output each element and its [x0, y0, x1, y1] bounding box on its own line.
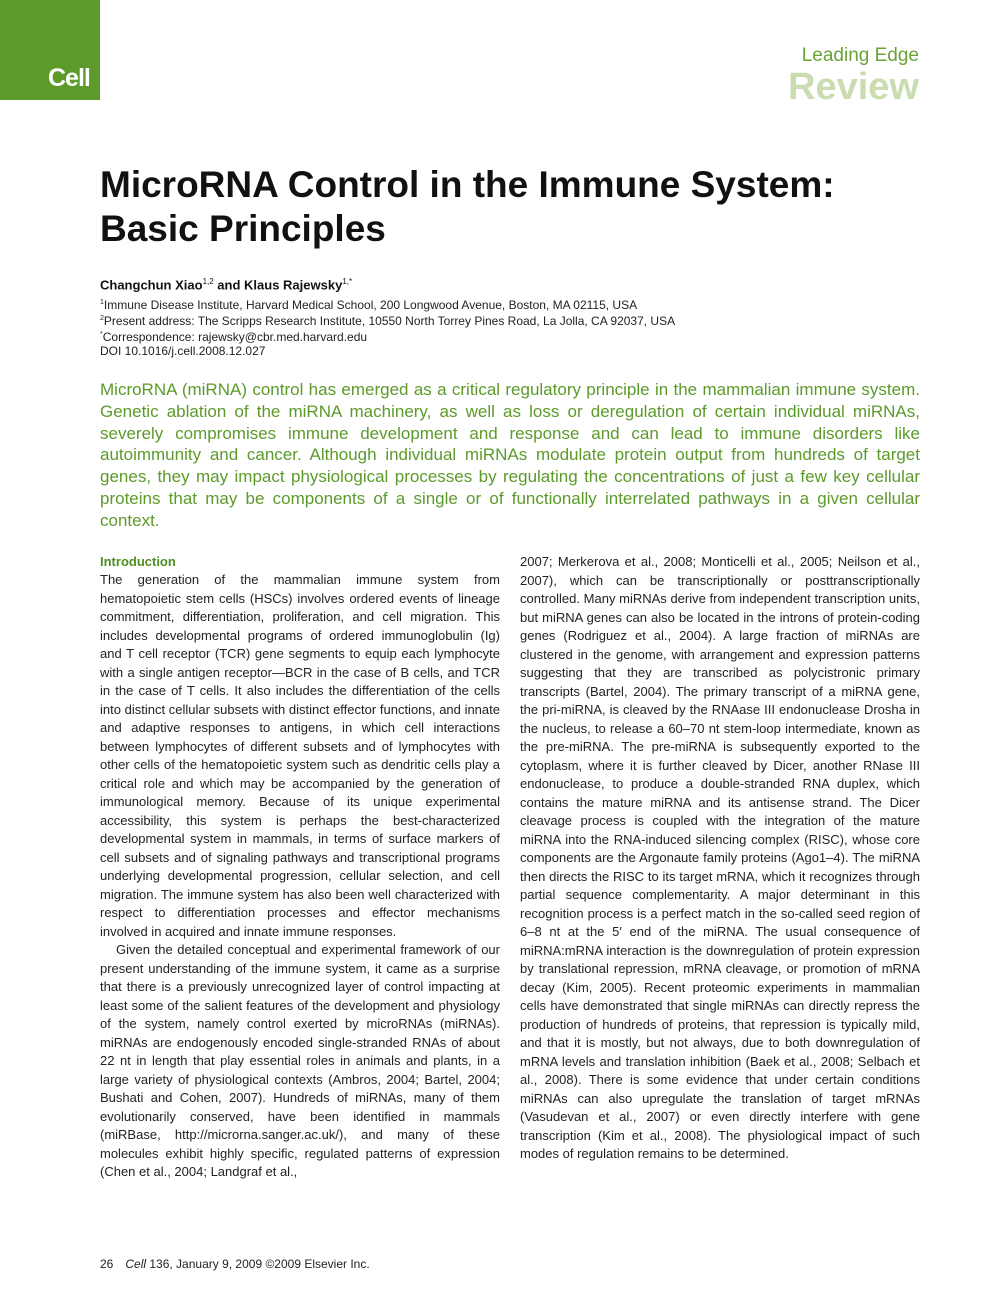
- body-column-left: [100, 553, 500, 1182]
- affiliation-marker: 2: [100, 315, 104, 322]
- affiliation-text: Immune Disease Institute, Harvard Medical School, 200 Longwood Avenue, Boston, MA 02115, USA: [103, 298, 638, 312]
- doi: DOI 10.1016/j.cell.2008.12.027: [100, 344, 266, 358]
- correspondence-text: Correspondence: rajewsky@cbr.med.harvard.edu: [102, 330, 368, 344]
- journal-logo: [0, 0, 100, 100]
- author-name: Klaus Rajewsky: [244, 277, 343, 293]
- correspondence-marker: *: [100, 331, 103, 338]
- article-type: Review: [788, 66, 919, 108]
- journal-logo-text: Cell: [48, 64, 90, 92]
- section-label: Leading Edge: [801, 45, 919, 66]
- page-footer: [100, 1257, 370, 1271]
- author-name: Changchun Xiao: [100, 277, 203, 293]
- footer-journal-name: Cell: [125, 1257, 147, 1271]
- body-paragraph: Given the detailed conceptual and experimental framework of our present understanding of the immune system, it came as a surprise that there is a previously unrecognized layer of control impacting at least some of the salient features of the development and physiology of the system, namely control exerted by microRNAs (miRNAs). miRNAs are endogenously encoded single-stranded RNAs of about 22 nt in length that play essential roles in animals and plants, in a large variety of physiological contexts (Ambros, 2004; Bartel, 2004; Bushati and Cohen, 2007). Hundreds of miRNAs, many of them evolutionarily conserved, have been identified in mammals (miRBase, http://microrna.sanger.ac.uk/), and many of these molecules exhibit highly specific, regulated patterns of expression (Chen et al., 2004; Landgraf et al.,: [100, 942, 500, 1179]
- affiliation-text: Present address: The Scripps Research Institute, 10550 North Torrey Pines Road, La Jolla, CA 92037, USA: [103, 314, 676, 328]
- body-paragraph: The generation of the mammalian immune system from hematopoietic stem cells (HSCs) involves ordered events of lineage commitment, differentiation, proliferation, and cell migration. This includes developmental programs of ordered immunoglobulin (Ig) and T cell receptor (TCR) gene segments to equip each lymphocyte with a single antigen receptor—BCR in the case of B cells, and TCR in the case of T cells. It also includes the differentiation of the cells into distinct cellular subsets with distinct effector functions, and innate and adaptive responses to antigens, in which cell interactions between lymphocytes of different subsets and of lymphocytes with other cells of the hematopoietic system such as dendritic cells play a critical role and which may be accompanied by the generation of immunological memory. Because of its unique experimental accessibility, this system is perhaps the best-characterized developmental system in mammals, in terms of surface markers of cell subsets and of signaling pathways and transcriptional programs underlying developmental progression, cellular selection, and cell migration. The immune system has also been well characterized with respect to differentiation processes and effector mechanisms involved in acquired and innate immune responses.: [100, 572, 500, 939]
- page-number: 26: [100, 1257, 114, 1271]
- body-paragraph: 2007; Merkerova et al., 2008; Monticelli et al., 2005; Neilson et al., 2007), which can be transcriptionally or posttranscriptionally controlled. Many miRNAs derive from independent transcription units, but miRNA genes can also be located in the introns of protein-coding genes (Rodriguez et al., 2004). A large fraction of miRNAs are clustered in the genome, with arrangement and expression patterns suggesting that they are transcribed as polycistronic primary transcripts (Bartel, 2004). The primary transcript of a miRNA gene, the pri-miRNA, is cleaved by the RNAase III endonuclease Drosha in the nucleus, to release a 60–70 nt stem-loop intermediate, known as the pre-miRNA. The pre-miRNA is subsequently exported to the cytoplasm, where it is further cleaved by Dicer, another RNase III endonuclease, to produce a double-stranded RNA duplex, which contains the mature miRNA and its antisense strand. The Dicer cleavage process is coupled with the integration of the mature miRNA into the RNA-induced silencing complex (RISC), whose core components are the Argonaute family proteins (Ago1–4). The miRNA then directs the RISC to its target mRNA, which it recognizes through partial sequence complementarity. A major determinant in this recognition process is a perfect match in the so-called seed region of 6–8 nt at the 5′ end of the miRNA. The usual consequence of miRNA:mRNA interaction is the downregulation of protein expression by translational repression, mRNA cleavage, or promotion of mRNA decay (Kim, 2005). Recent proteomic experiments in mammalian cells have demonstrated that single miRNAs can directly repress the production of hundreds of proteins, that repression is typically mild, and that it is mostly, but not always, due to both downregulation of mRNA levels and translation inhibition (Baek et al., 2008; Selbach et al., 2008). There is some evidence that under certain conditions miRNAs can also upregulate the translation of target mRNAs (Vasudevan et al., 2007) or even directly interfere with gene transcription (Kim et al., 2008). The physiological impact of such modes of regulation remains to be determined.: [520, 554, 920, 1161]
- author-affiliation-marker: 1,2: [202, 277, 214, 286]
- article-title: MicroRNA Control in the Immune System: Basic Principles: [100, 164, 835, 249]
- author-line: [100, 277, 352, 292]
- author-affiliation-marker: 1,*: [342, 277, 353, 286]
- body-column-right: [520, 553, 920, 1164]
- footer-citation: 136, January 9, 2009 ©2009 Elsevier Inc.: [146, 1257, 370, 1271]
- author-separator: and: [213, 277, 245, 293]
- abstract: MicroRNA (miRNA) control has emerged as a critical regulatory principle in the mammalian immune system. Genetic ablation of the miRNA machinery, as well as loss or deregulation of certain individual miRNAs, severely compromises immune development and response and can lead to immune disorders like autoimmunity and cancer. Although individual miRNAs modulate protein output from hundreds of target genes, they may impact physiological processes by regulating the concentrations of just a few key cellular proteins that may be components of a single or of functionally interrelated pathways in a given cellular context.: [100, 380, 920, 530]
- affiliation-marker: 1: [100, 299, 104, 306]
- section-heading: Introduction: [100, 554, 176, 569]
